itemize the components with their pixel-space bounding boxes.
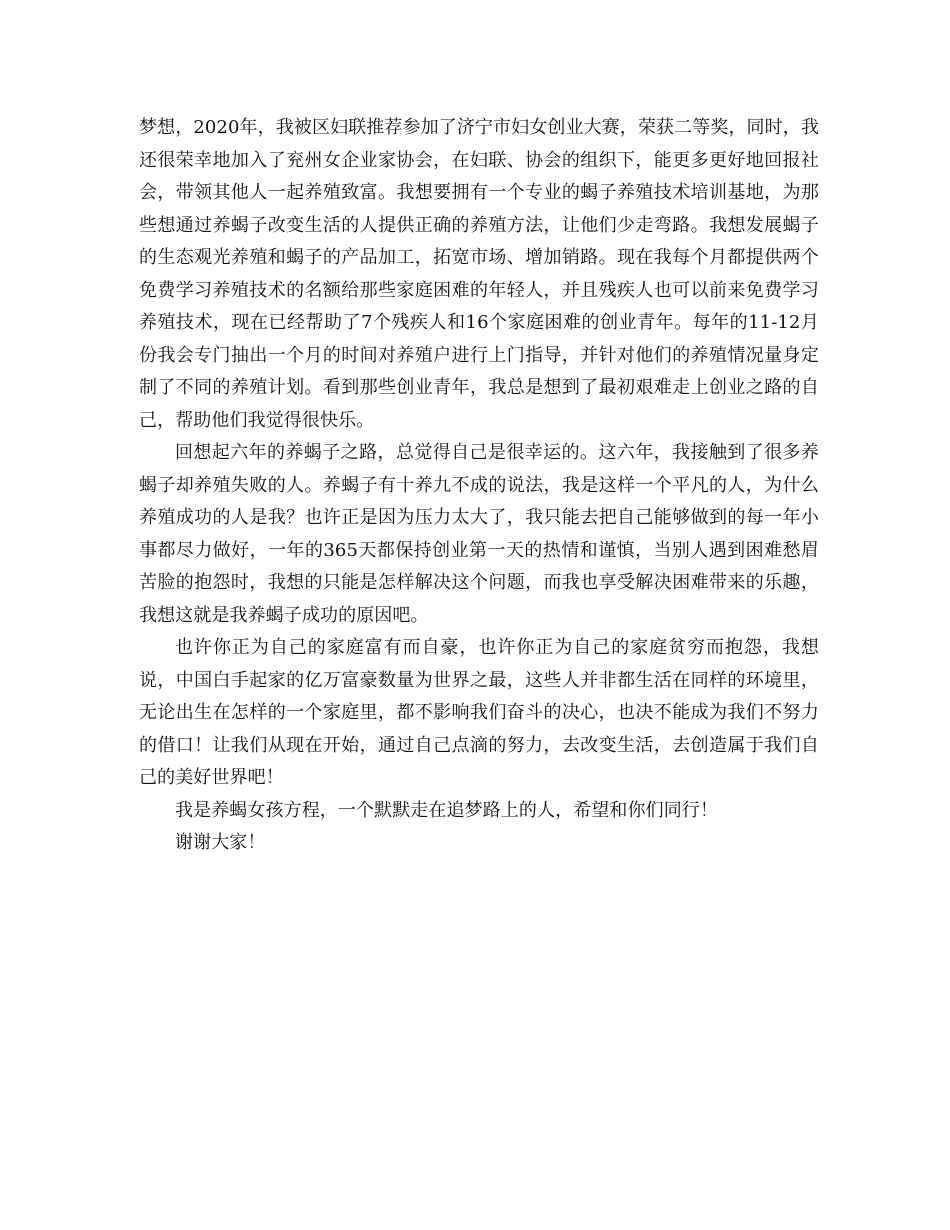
paragraph-self-introduction: 我是养蝎女孩方程，一个默默走在追梦路上的人，希望和你们同行！ (175, 799, 718, 821)
document-body (139, 112, 819, 860)
paragraph-encouragement: 也许你正为自己的家庭富有而自豪，也许你正为自己的家庭贫穷而抱怨，我想说，中国白手起家的亿万富豪数量为世界之最，这些人并非都生活在同样的环境里，无论出生在怎样的一个家庭里，都不影响我们奋斗的决心，也决不能成为我们不努力的借口！让我们从现在开始，通过自己点滴的努力，去改变生活，去创造属于我们自己的美好世界吧！ (139, 637, 819, 788)
paragraph-closing-thanks: 谢谢大家！ (175, 832, 266, 853)
paragraph-continued: 梦想，2020年，我被区妇联推荐参加了济宁市妇女创业大赛，荣获二等奖，同时，我还很荣幸地加入了兖州女企业家协会，在妇联、协会的组织下，能更多更好地回报社会，带领其他人一起养殖致富。我想要拥有一个专业的蝎子养殖技术培训基地，为那些想通过养蝎子改变生活的人提供正确的养殖方法，让他们少走弯路。我想发展蝎子的生态观光养殖和蝎子的产品加工，拓宽市场、增加销路。现在我每个月都提供两个免费学习养殖技术的名额给那些家庭困难的年轻人，并且残疾人也可以前来免费学习养殖技术，现在已经帮助了7个残疾人和16个家庭困难的创业青年。每年的11-12月份我会专门抽出一个月的时间对养殖户进行上门指导，并针对他们的养殖情况量身定制了不同的养殖计划。看到那些创业青年，我总是想到了最初艰难走上创业之路的自己，帮助他们我觉得很快乐。 (139, 117, 819, 431)
paragraph-six-years: 回想起六年的养蝎子之路，总觉得自己是很幸运的。这六年，我接触到了很多养蝎子却养殖失败的人。养蝎子有十养九不成的说法，我是这样一个平凡的人，为什么养殖成功的人是我？也许正是因为压力太大了，我只能去把自己能够做到的每一年小事都尽力做好，一年的365天都保持创业第一天的热情和谨慎，当别人遇到困难愁眉苦脸的抱怨时，我想的只能是怎样解决这个问题，而我也享受解决困难带来的乐趣，我想这就是我养蝎子成功的原因吧。 (139, 442, 819, 626)
